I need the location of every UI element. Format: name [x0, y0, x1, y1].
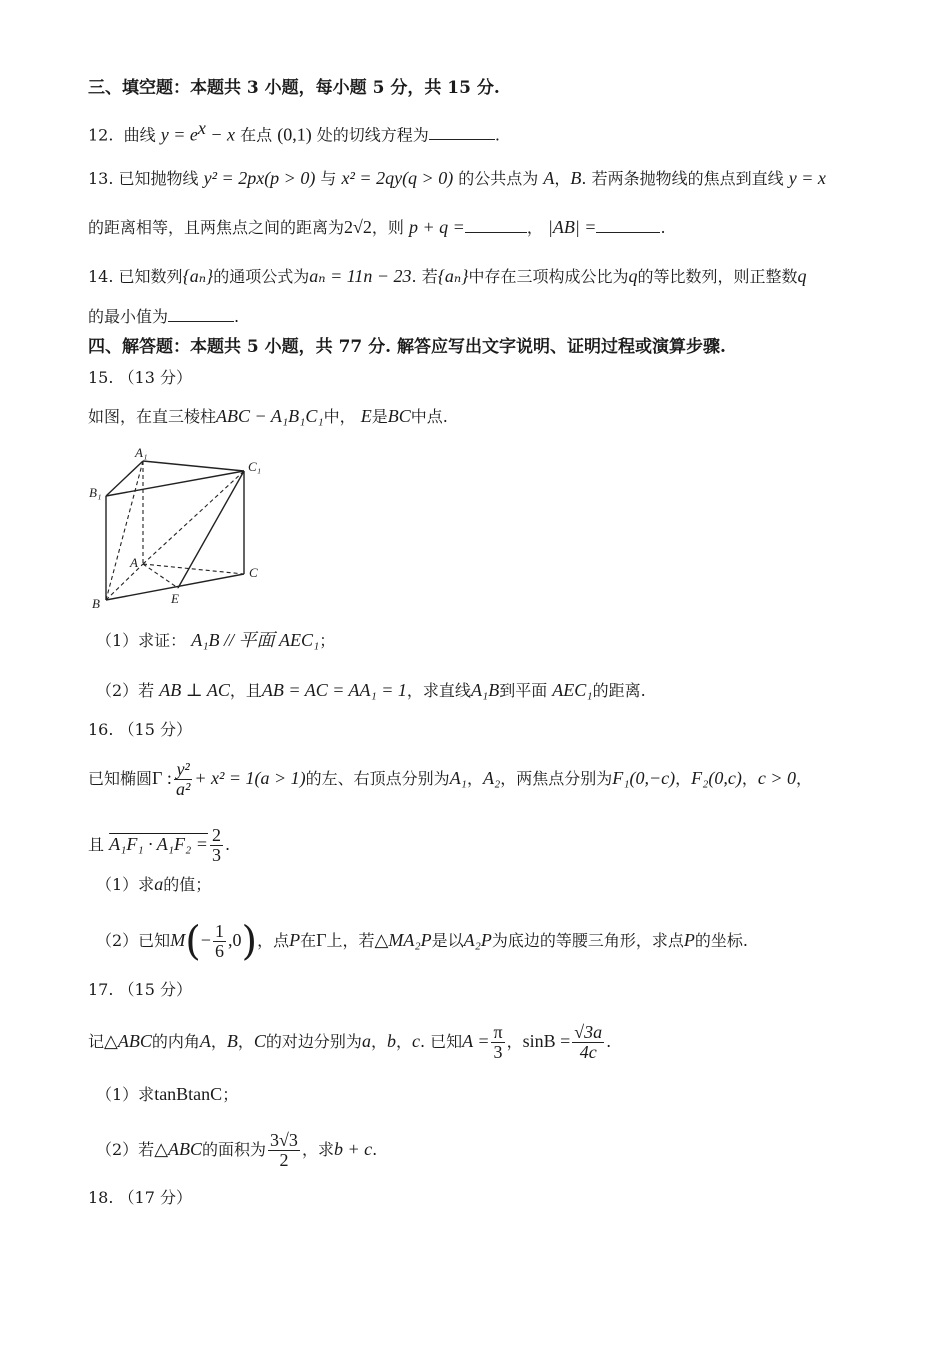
q16-part-2-num: （2）已知: [96, 931, 171, 950]
q16-f1: F₁(0,−c): [612, 768, 676, 788]
q16-m-tail: ,0: [227, 930, 242, 950]
q16-part-1-num: （1）求: [96, 875, 155, 894]
q17-header: 17. （15 分）: [88, 980, 192, 999]
prism-figure: [86, 446, 276, 614]
q14-text-2: 的通项公式为: [213, 267, 310, 286]
q17-part-2: [96, 1126, 377, 1173]
q14-text-1: 已知数列: [118, 267, 183, 286]
q16-a2: A₂: [482, 768, 501, 788]
label-b1: B₁: [89, 485, 102, 500]
q16-c-positive: c > 0: [757, 768, 797, 788]
q13-line-eq: y = x: [788, 168, 826, 188]
q17-a-eq: A =: [462, 1031, 490, 1051]
q15-part-1-num: （1）求证：: [96, 631, 187, 650]
q16-line-2: [88, 826, 230, 865]
q16-text-4: 且: [88, 835, 105, 854]
q13-text-1: 已知抛物线: [118, 169, 199, 188]
q13-point-a: A: [543, 168, 555, 188]
q16-text-2: 的左、右顶点分别为: [305, 769, 450, 788]
q16-vector-product: A₁F₁ · A₁F₂ =: [109, 834, 208, 854]
q12-text-3: 处的切线方程为: [316, 125, 429, 145]
q16-line-1: [88, 760, 812, 799]
question-13-line-1: [88, 166, 826, 191]
q14-text-3: . 若: [411, 267, 438, 286]
q16-paren-right: ): [241, 918, 258, 965]
q17-part-1: [96, 1082, 238, 1107]
q17-area-num: 3√3: [270, 1130, 298, 1150]
q15-plane: AEC₁: [552, 680, 593, 700]
q16-part-2-t6: 的坐标.: [694, 931, 748, 950]
q16-value-fraction: [210, 826, 223, 865]
q16-text-1: 已知椭圆: [88, 769, 153, 788]
label-b: B: [92, 596, 100, 611]
edge-a1-b-hidden: [106, 461, 143, 600]
q16-sep-1: ，: [466, 769, 483, 788]
q17-sin-fraction: [572, 1023, 604, 1062]
q14-sequence: {aₙ}: [182, 266, 214, 286]
q17-angle-a: A: [199, 1031, 211, 1051]
q17-part-2-triangle: △ABC: [154, 1139, 203, 1159]
q15-intro-2: 中，: [323, 407, 356, 426]
q15-intro-1: 如图，在直三棱柱: [88, 407, 217, 426]
q15-point-e: E: [360, 406, 372, 426]
q15-part-1: [96, 628, 335, 653]
q17-area-den: 2: [279, 1150, 289, 1170]
question-12: [88, 116, 500, 147]
q13-distance: 2√2: [344, 217, 372, 237]
q16-part-2-t1: ，点: [257, 931, 290, 950]
q17-line-1: [88, 1018, 611, 1065]
q15-cond-perp: AB ⊥ AC: [159, 680, 230, 700]
q13-blank-1: [465, 230, 527, 233]
q17-part-2-num: （2）若: [96, 1140, 155, 1159]
edge-a-c1-hidden: [143, 471, 244, 564]
q15-header: 15. （13 分）: [88, 368, 192, 387]
q12-answer-blank: [429, 137, 495, 140]
q14-sequence-2: {aₙ}: [437, 266, 469, 286]
edge-b1-c1: [106, 471, 244, 496]
q17-text-4: . 已知: [419, 1032, 463, 1051]
q13-text-4: . 若两条抛物线的焦点到直线: [581, 169, 784, 188]
q13-text-7: ，: [526, 218, 543, 237]
q14-formula: aₙ = 11n − 23: [309, 266, 412, 286]
q12-point: (0,1): [277, 124, 312, 145]
label-c1: C₁: [248, 459, 262, 474]
q16-part-1: [96, 872, 211, 897]
q13-point-b: B: [570, 168, 582, 188]
q15-part-1-expr: A₁B // 平面 AEC₁: [191, 630, 320, 650]
q16-equation-tail: + x² = 1(a > 1): [194, 768, 306, 788]
q17-part-1-num: （1）求: [96, 1085, 155, 1104]
q13-p-plus-q: p + q =: [409, 217, 465, 237]
q15-part-1-end: ；: [319, 631, 336, 650]
q17-sep-1: ，: [210, 1032, 227, 1051]
q15-cond-equal: AB = AC = AA₁ = 1: [261, 680, 407, 700]
q16-part-2-t2: 在: [300, 931, 317, 950]
q16-text-5: .: [224, 835, 231, 854]
q17-sep-2: ，: [237, 1032, 254, 1051]
q16-m-den: 6: [214, 941, 224, 961]
q17-sep-3: ，: [370, 1032, 387, 1051]
q16-gamma: Γ :: [152, 768, 172, 788]
question-14-line-1: [88, 264, 806, 289]
q13-text-5: 的距离相等，且两焦点之间的距离为: [88, 218, 345, 237]
q17-side-b: b: [386, 1031, 396, 1051]
q13-condition-1: (p > 0): [264, 168, 316, 188]
q16-fraction: [174, 760, 192, 799]
q17-angle-c: C: [253, 1031, 266, 1051]
q15-part-2-t1: ，且: [229, 681, 262, 700]
q13-parabola-2: x² = 2qy: [341, 168, 403, 188]
q16-f2: F₂(0,c): [691, 768, 742, 788]
q17-angle-fraction: [491, 1023, 504, 1062]
q14-end: .: [234, 307, 240, 326]
q17-sin-den: 4c: [579, 1042, 597, 1062]
q14-text-5: 的等比数列，则正整数: [637, 267, 798, 286]
q17-triangle: △ABC: [104, 1031, 152, 1051]
q14-number: 14.: [88, 267, 114, 286]
q15-segment-bc: BC: [387, 406, 411, 426]
q16-part-1-a: a: [154, 874, 164, 894]
q16-header: 16. （15 分）: [88, 720, 192, 739]
q16-part-2-t3: 上，若: [326, 931, 375, 950]
q17-part-2-t3: .: [372, 1140, 378, 1159]
q15-part-2-t4: 的距离.: [592, 681, 646, 700]
label-a: A: [130, 555, 138, 570]
q17-pi: π: [493, 1022, 503, 1042]
q16-sep-2: ，: [675, 769, 692, 788]
q12-exponent: x: [197, 118, 206, 138]
q16-part-1-text: 的值；: [163, 875, 212, 894]
section-4-heading: 四、解答题：本题共 5 小题，共 77 分. 解答应写出文字说明、证明过程或演算步骤.: [88, 337, 726, 357]
q16-value-den: 3: [211, 845, 221, 865]
q16-value-num: 2: [211, 825, 221, 845]
q16-m-fraction: [213, 922, 226, 961]
q13-text-2: 与: [320, 169, 337, 188]
q17-area-fraction: [268, 1131, 300, 1170]
q16-part-2-t4: 是以: [431, 931, 464, 950]
q15-prism: ABC − A₁B₁C₁: [216, 406, 324, 426]
q15-part-2: [96, 678, 646, 703]
q14-text-6: 的最小值为: [88, 307, 169, 326]
q17-sin-num: √3a: [574, 1022, 603, 1042]
q12-formula: y = e: [160, 124, 198, 145]
question-13-line-2: [88, 215, 666, 240]
q16-m: M: [170, 930, 186, 950]
q15-intro-4: 中点.: [410, 407, 448, 426]
q16-text-3: ，两焦点分别为: [500, 769, 613, 788]
q12-end: .: [494, 125, 500, 145]
q16-part-2-t5: 为底边的等腰三角形，求点: [491, 931, 684, 950]
q16-m-num: 1: [214, 921, 224, 941]
q12-number: 12.: [88, 125, 114, 145]
q12-text-2: 在点: [240, 125, 273, 145]
q17-part-2-expr: b + c: [333, 1139, 373, 1159]
q17-text-2: 的内角: [151, 1032, 200, 1051]
q17-part-2-t1: 的面积为: [202, 1140, 267, 1159]
q17-text-1: 记: [88, 1032, 105, 1051]
q14-ratio: q: [628, 266, 638, 286]
q16-frac-den: a²: [175, 779, 191, 799]
edge-c1-e: [178, 471, 244, 588]
q16-base: A₂P: [463, 930, 492, 950]
q15-part-2-num: （2）若: [96, 681, 155, 700]
q14-text-4: 中存在三项构成公比为: [468, 267, 629, 286]
q17-sep-4: ，: [395, 1032, 412, 1051]
question-14-line-2: [88, 305, 239, 329]
label-e: E: [171, 591, 179, 606]
q17-part-1-end: ；: [222, 1085, 239, 1104]
q15-intro-3: 是: [371, 407, 388, 426]
q17-side-c: c: [411, 1031, 420, 1051]
label-c: C: [249, 565, 258, 580]
q17-text-5: ，: [506, 1032, 523, 1051]
q15-part-2-t2: ，求直线: [406, 681, 471, 700]
q17-side-a: a: [361, 1031, 371, 1051]
edge-a-c-hidden: [143, 564, 244, 574]
q13-number: 13.: [88, 169, 114, 188]
q16-sep-4: ，: [796, 769, 813, 788]
q13-condition-2: (q > 0): [402, 168, 454, 188]
label-a1: A₁: [135, 446, 148, 460]
q16-gamma-2: Γ: [316, 930, 327, 950]
q15-part-2-t3: 到平面: [499, 681, 548, 700]
q17-text-6: .: [606, 1032, 612, 1051]
q16-paren-left: (: [185, 918, 201, 965]
q16-p-2: P: [683, 930, 695, 950]
q16-part-2: （2）已知M(− $\frac{1}{6}$ ,0)，点P在Γ上，若△MA₂P是以A₂P为底边的等腰三角形，求点P的坐标.: [96, 918, 748, 965]
q13-sep: ，: [554, 169, 571, 188]
q13-blank-2: [596, 230, 660, 233]
q16-sep-3: ，: [741, 769, 758, 788]
edge-a-e-hidden: [143, 564, 178, 588]
q16-frac-num: y²: [174, 760, 192, 780]
section-3-heading: 三、填空题：本题共 3 小题，每小题 5 分，共 15 分.: [88, 78, 500, 98]
q17-part-1-expr: tanBtanC: [154, 1084, 223, 1104]
q12-formula-tail: − x: [205, 124, 235, 145]
q16-a1: A₁: [449, 768, 467, 788]
q17-sinb: sinB =: [522, 1031, 571, 1051]
q17-text-3: 的对边分别为: [265, 1032, 362, 1051]
q18-header: 18. （17 分）: [88, 1188, 192, 1207]
q13-parabola-1: y² = 2px: [203, 168, 265, 188]
q14-answer-blank: [168, 319, 234, 322]
edge-a1-c1: [143, 461, 244, 471]
q17-part-2-t2: ，求: [301, 1140, 334, 1159]
q16-p: P: [289, 930, 301, 950]
q13-text-3: 的公共点为: [458, 169, 539, 188]
q15-intro: [88, 404, 448, 429]
q14-ratio-2: q: [797, 266, 807, 286]
q13-end: .: [660, 218, 666, 237]
q13-text-6: ，则: [371, 218, 404, 237]
q12-text-1: 曲线: [123, 125, 156, 145]
q17-angle-b: B: [226, 1031, 238, 1051]
q16-triangle: △MA₂P: [374, 930, 432, 950]
q13-ab-length: |AB| =: [547, 217, 597, 237]
q17-three: 3: [493, 1042, 503, 1062]
q15-line-a1b: A₁B: [470, 680, 500, 700]
